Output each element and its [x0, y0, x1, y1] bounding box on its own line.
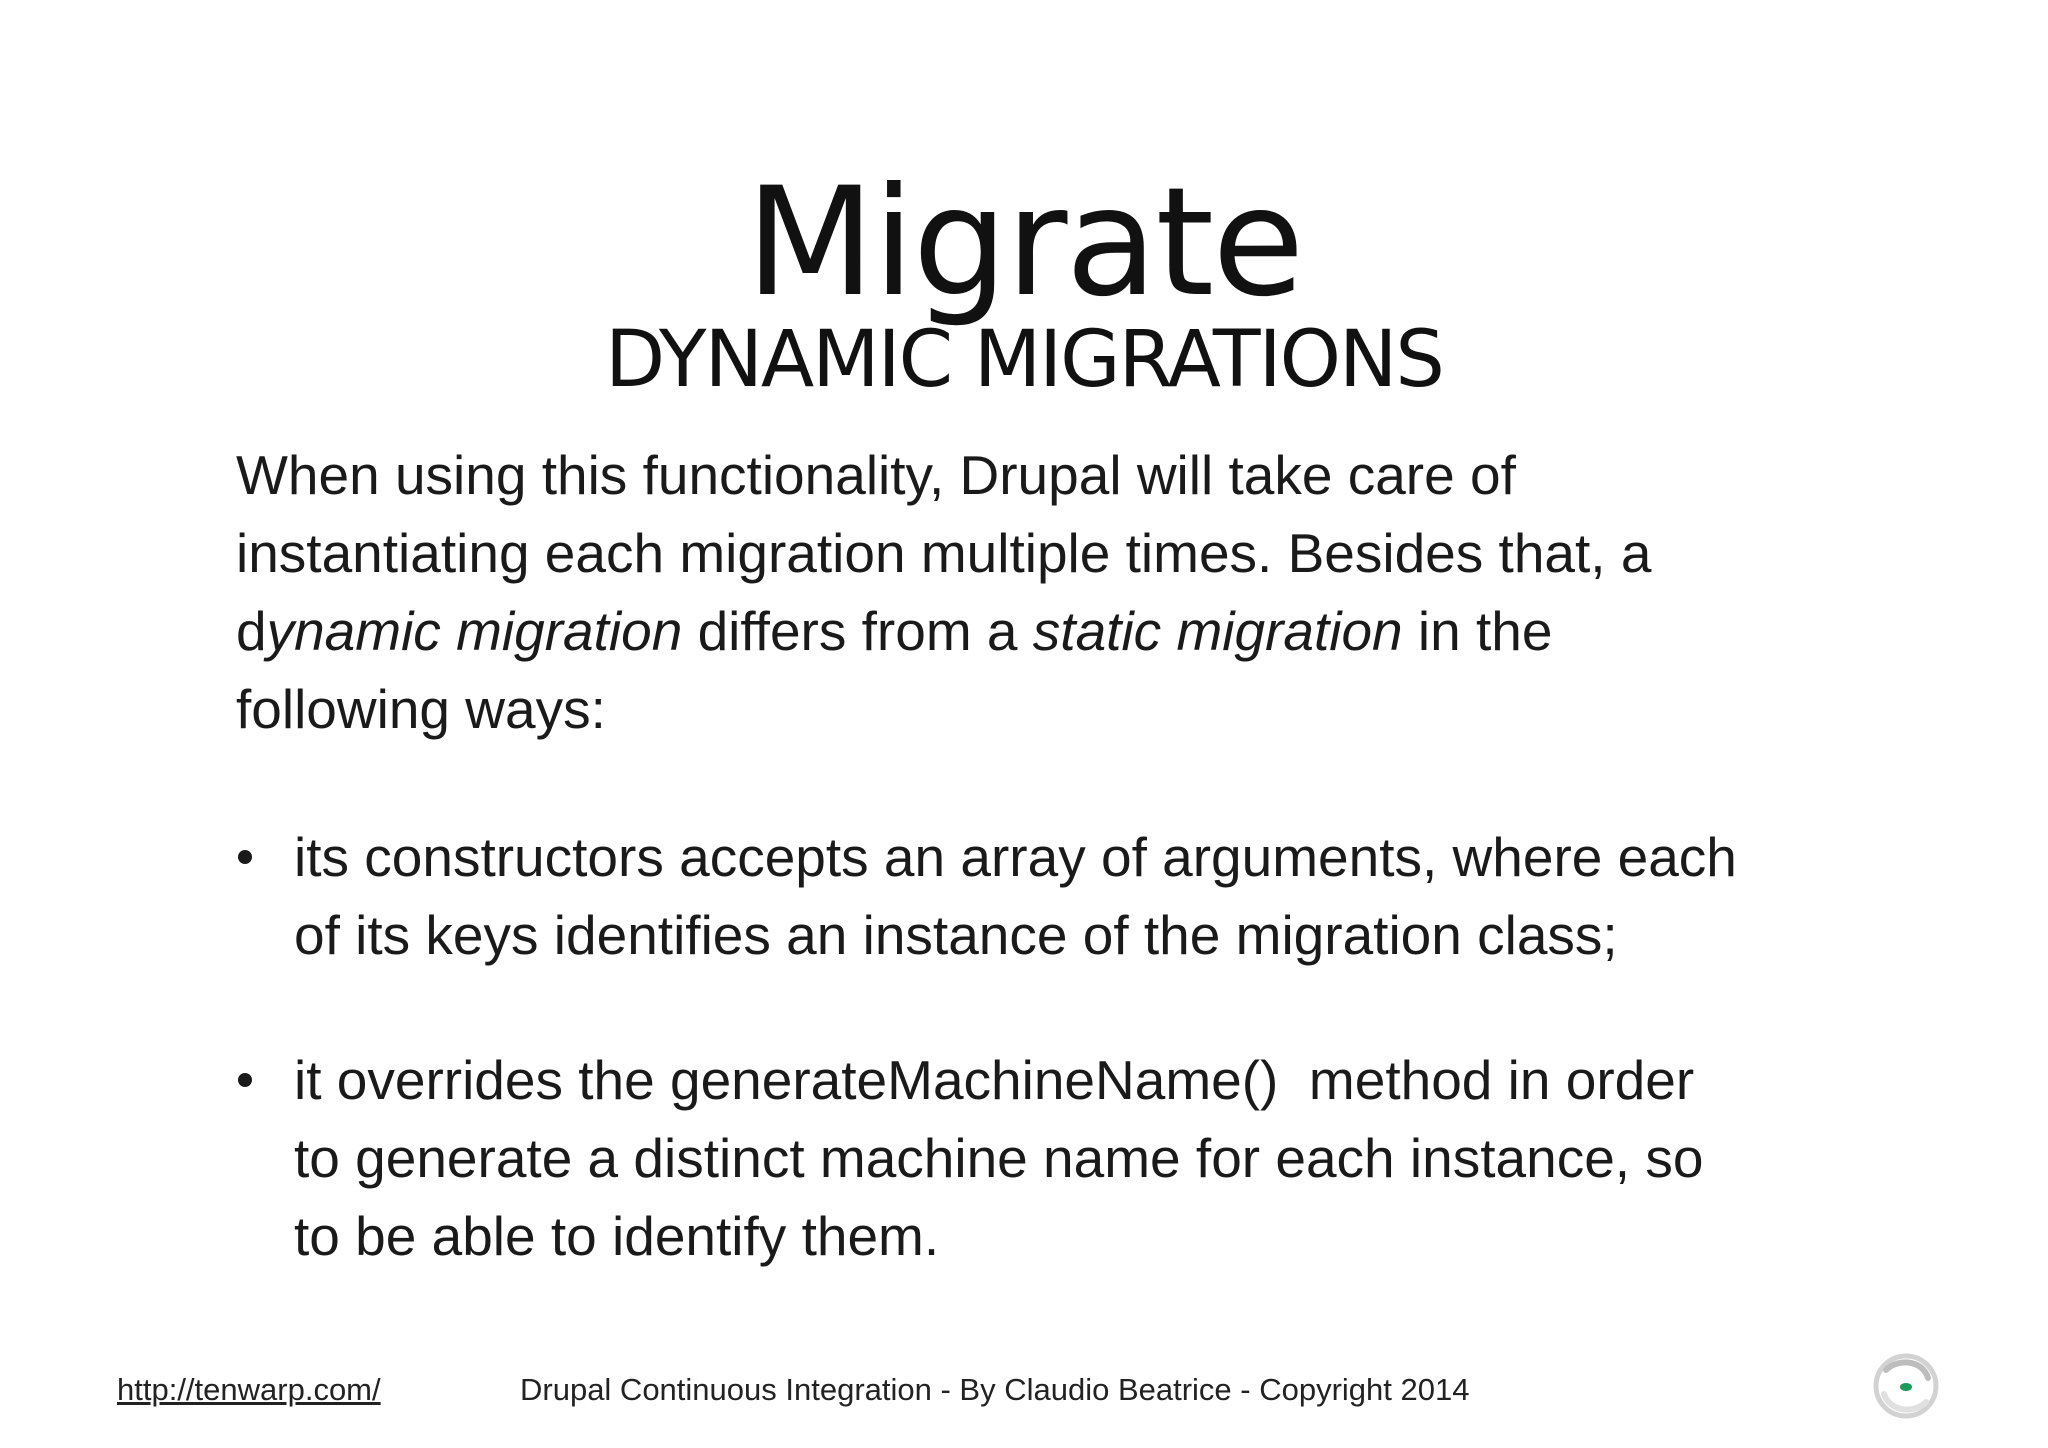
intro-line-3-suffix: in the: [1402, 600, 1553, 662]
list-item: [236, 818, 1916, 974]
bullet-1-line-2: of its keys identifies an instance of the migration class;: [294, 904, 1618, 966]
bullet-2-line-1: it overrides the generateMachineName() method in order: [294, 1049, 1695, 1111]
bullet-1-line-1: its constructors accepts an array of arguments, where each: [294, 826, 1737, 888]
intro-line-3: [236, 592, 1876, 670]
bullet-2-line-2: to generate a distinct machine name for each instance, so: [294, 1127, 1704, 1189]
footer-website-link[interactable]: http://tenwarp.com/: [117, 1372, 381, 1407]
intro-line-1: When using this functionality, Drupal will take care of: [236, 444, 1516, 506]
bullet-icon: [238, 1073, 252, 1087]
tenwarp-logo-icon: [1868, 1348, 1944, 1424]
static-migration-term: static migration: [1032, 600, 1403, 662]
list-item: [236, 1041, 1916, 1275]
bullet-list: [236, 818, 1916, 1342]
bullet-2-line-3: to be able to identify them.: [294, 1205, 940, 1267]
intro-paragraph: [236, 436, 1876, 748]
intro-line-3-mid: differs from a: [682, 600, 1033, 662]
slide-title: Migrate: [745, 156, 1303, 330]
footer-credit: Drupal Continuous Integration - By Claudio Beatrice - Copyright 2014: [520, 1372, 1470, 1407]
intro-line-2: instantiating each migration multiple times. Besides that, a: [236, 522, 1652, 584]
dynamic-migration-term: ynamic migration: [266, 600, 683, 662]
intro-line-3-prefix: d: [236, 600, 267, 662]
bullet-icon: [238, 850, 252, 864]
slide-subtitle: DYNAMIC MIGRATIONS: [605, 315, 1443, 405]
intro-line-4: following ways:: [236, 678, 606, 740]
